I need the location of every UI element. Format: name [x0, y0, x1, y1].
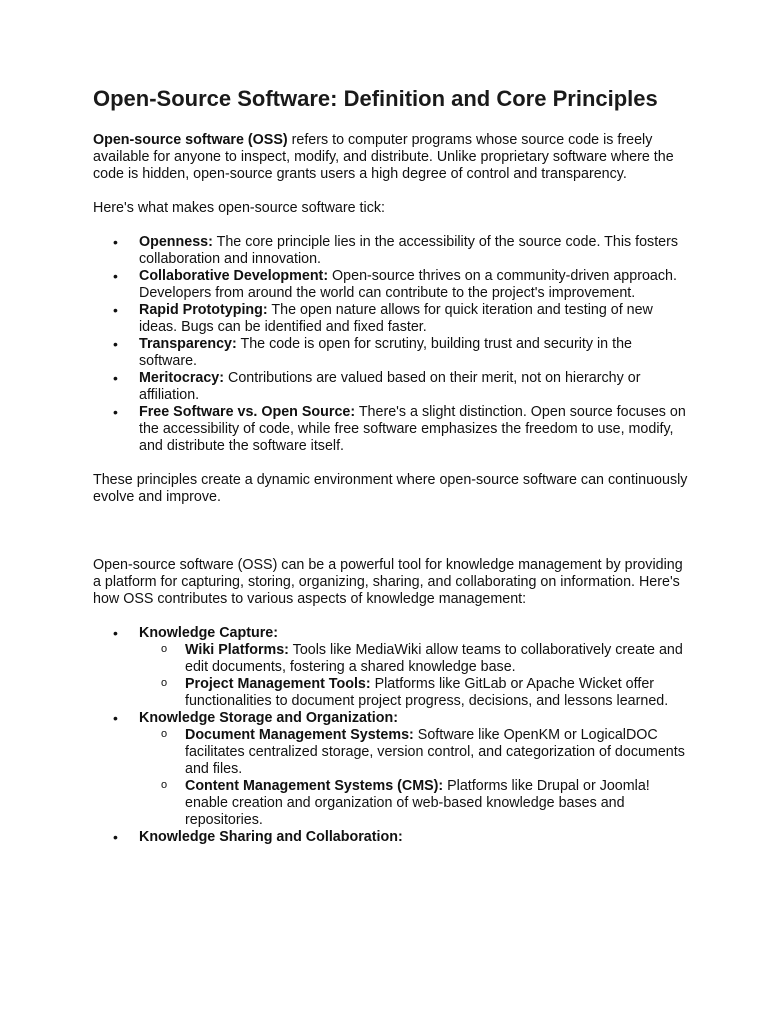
principle-text: Open-source thrives on a community-driven approach. Developers from around the world can contribute to the project's improvement.	[139, 268, 677, 301]
km-sublist	[93, 642, 693, 710]
sub-list-item	[139, 642, 693, 676]
principle-term: Free Software vs. Open Source:	[139, 404, 356, 420]
sub-list-item	[139, 676, 693, 710]
sub-item-text: Platforms like Drupal or Joomla! enable creation and organization of web-based knowledge bases and repositories.	[185, 778, 650, 828]
list-item	[93, 404, 693, 455]
km-section-heading: Knowledge Storage and Organization:	[139, 710, 398, 726]
sub-item-text: Software like OpenKM or LogicalDOC facilitates centralized storage, version control, and categorization of documents and files.	[185, 727, 685, 777]
principle-term: Openness:	[139, 234, 213, 250]
list-item	[93, 268, 693, 302]
km-section	[93, 829, 693, 846]
document-body	[93, 86, 693, 846]
principles-list	[93, 234, 693, 455]
list-item	[93, 370, 693, 404]
principle-term: Transparency:	[139, 336, 237, 352]
principle-text: Contributions are valued based on their merit, not on hierarchy or affiliation.	[139, 370, 641, 403]
sub-item-term: Content Management Systems (CMS):	[185, 778, 444, 794]
intro-paragraph	[93, 132, 693, 183]
sub-item-term: Wiki Platforms:	[185, 642, 289, 658]
intro-term: Open-source software (OSS)	[93, 132, 288, 148]
principle-term: Meritocracy:	[139, 370, 225, 386]
list-item	[93, 302, 693, 336]
km-intro-paragraph: Open-source software (OSS) can be a powerful tool for knowledge management by providing a platform for capturing, storing, organizing, sharing, and collaborating on information. Here's how OSS contributes to various aspects of knowledge management:	[93, 557, 683, 607]
km-sublist	[93, 727, 693, 829]
list-item	[93, 336, 693, 370]
principle-text: There's a slight distinction. Open source focuses on the accessibility of code, while free software emphasizes the freedom to use, modify, and distribute the software itself.	[139, 404, 686, 454]
principle-term: Rapid Prototyping:	[139, 302, 268, 318]
sub-item-text: Platforms like GitLab or Apache Wicket offer functionalities to document project progress, decisions, and lessons learned.	[185, 676, 669, 709]
principle-text: The code is open for scrutiny, building trust and security in the software.	[139, 336, 632, 369]
principle-text: The open nature allows for quick iteration and testing of new ideas. Bugs can be identified and fixed faster.	[139, 302, 653, 335]
sub-item-text: Tools like MediaWiki allow teams to collaboratively create and edit documents, fostering a shared knowledge base.	[185, 642, 683, 675]
km-section-heading: Knowledge Sharing and Collaboration:	[139, 829, 403, 845]
sub-list-item	[139, 727, 693, 778]
principle-text: The core principle lies in the accessibility of the source code. This fosters collaboration and innovation.	[139, 234, 679, 267]
closing-paragraph: These principles create a dynamic environment where open-source software can continuously evolve and improve.	[93, 472, 688, 505]
sub-list-item	[139, 778, 693, 829]
list-item	[93, 234, 693, 268]
km-section-heading: Knowledge Capture:	[139, 625, 279, 641]
principle-term: Collaborative Development:	[139, 268, 329, 284]
sub-item-term: Project Management Tools:	[185, 676, 371, 692]
lead-paragraph: Here's what makes open-source software tick:	[93, 200, 385, 216]
page-title: Open-Source Software: Definition and Core Principles	[93, 86, 658, 111]
km-list	[93, 625, 693, 846]
km-section	[93, 625, 693, 710]
intro-text: refers to computer programs whose source code is freely available for anyone to inspect, modify, and distribute. Unlike proprietary software where the code is hidden, open-source grants users a high degree of control and transparency.	[93, 132, 674, 182]
sub-item-term: Document Management Systems:	[185, 727, 414, 743]
km-section	[93, 710, 693, 829]
